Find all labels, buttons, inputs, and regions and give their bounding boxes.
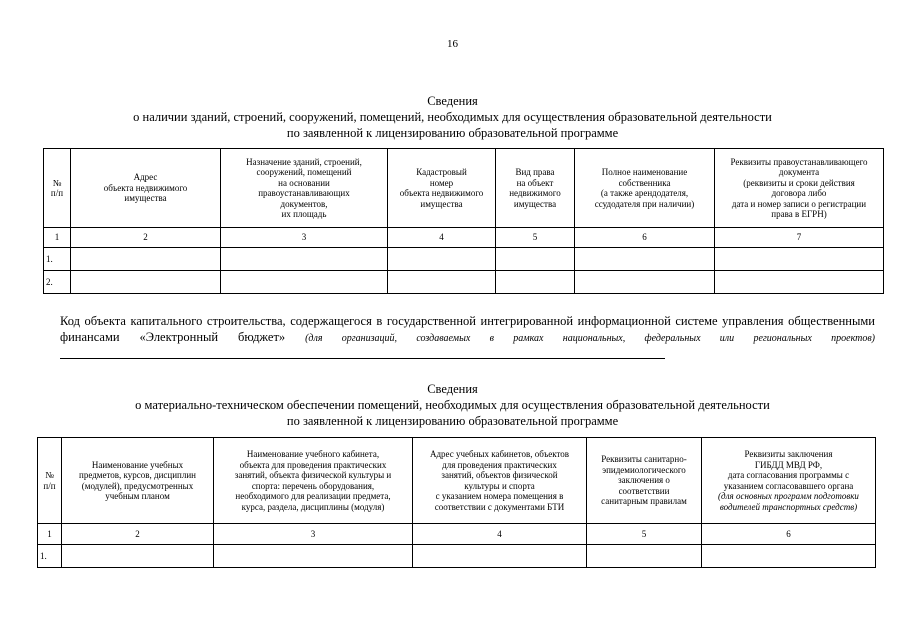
table-cell[interactable] <box>62 545 214 568</box>
section1-subtitle: о наличии зданий, строений, сооружений, помещений, необходимых для осуществления образовательной деятельности <box>133 110 772 124</box>
header-document: Реквизиты правоустанавливающего документа (реквизиты и сроки действия договора либо дата и номер записи о регистрации права в ЕГРН) <box>715 149 884 228</box>
table-cell[interactable] <box>702 545 876 568</box>
capital-object-code <box>60 313 875 363</box>
column-number: 4 <box>388 228 496 248</box>
header-purpose: Назначение зданий, строений, сооружений, помещений на основании правоустанавливающих документов, их площадь <box>221 149 388 228</box>
table-cell[interactable] <box>388 271 496 294</box>
header-gibdd-note: (для основных программ подготовки водителей транспортных средств) <box>718 491 859 512</box>
header-owner: Полное наименование собственника (а также арендодателя, ссудодателя при наличии) <box>575 149 715 228</box>
table-row <box>44 271 884 294</box>
column-number: 2 <box>71 228 221 248</box>
table-cell[interactable] <box>575 271 715 294</box>
column-number: 4 <box>413 524 587 545</box>
table-row <box>38 545 876 568</box>
table-cell[interactable] <box>413 545 587 568</box>
header-gibdd-text: Реквизиты заключения ГИБДД МВД РФ, дата согласования программы с указанием согласовавшего органа <box>723 449 854 491</box>
buildings-table <box>43 148 884 294</box>
table-cell[interactable] <box>71 271 221 294</box>
header-address: Адрес объекта недвижимого имущества <box>71 149 221 228</box>
table-cell[interactable] <box>715 248 884 271</box>
table-cell[interactable] <box>575 248 715 271</box>
table-cell[interactable] <box>221 248 388 271</box>
header-cabinet: Наименование учебного кабинета, объекта для проведения практических занятий, объекта физической культуры и спорта: перечень оборудования, необходимого для реализации предмета, курса, раздела, дисциплины (модуля) <box>214 438 413 524</box>
capital-object-code-note: (для организаций, создаваемых в рамках национальных, федеральных или региональных проектов) <box>305 333 876 344</box>
table-cell[interactable] <box>221 271 388 294</box>
column-number: 6 <box>702 524 876 545</box>
column-number: 3 <box>214 524 413 545</box>
table-cell[interactable] <box>496 248 575 271</box>
row-number: 1. <box>44 248 71 271</box>
code-fill-line[interactable] <box>60 350 665 359</box>
header-num: № п/п <box>38 438 62 524</box>
table-cell[interactable] <box>587 545 702 568</box>
column-number: 7 <box>715 228 884 248</box>
header-num: № п/п <box>44 149 71 228</box>
header-cabinet-address: Адрес учебных кабинетов, объектов для проведения практических занятий, объектов физической культуры и спорта с указанием номера помещения в соответствии с документами БТИ <box>413 438 587 524</box>
section1-subtitle-2: по заявленной к лицензированию образовательной программе <box>286 126 619 140</box>
column-number: 2 <box>62 524 214 545</box>
column-number: 5 <box>496 228 575 248</box>
table-cell[interactable] <box>496 271 575 294</box>
header-cadastral: Кадастровый номер объекта недвижимого имущества <box>388 149 496 228</box>
header-gibdd <box>702 438 876 524</box>
equipment-table <box>37 437 876 568</box>
section2-title: Сведения <box>427 382 478 396</box>
table-cell[interactable] <box>214 545 413 568</box>
row-number: 1. <box>38 545 62 568</box>
table-cell[interactable] <box>388 248 496 271</box>
table-cell[interactable] <box>715 271 884 294</box>
column-number: 1 <box>38 524 62 545</box>
table-cell[interactable] <box>71 248 221 271</box>
column-number: 6 <box>575 228 715 248</box>
section1-title: Сведения <box>427 94 478 108</box>
header-sanitary: Реквизиты санитарно- эпидемиологического заключения о соответствии санитарным правилам <box>587 438 702 524</box>
column-number: 3 <box>221 228 388 248</box>
column-number: 1 <box>44 228 71 248</box>
column-number: 5 <box>587 524 702 545</box>
page-number: 16 <box>447 38 458 50</box>
row-number: 2. <box>44 271 71 294</box>
section2-subtitle-2: по заявленной к лицензированию образовательной программе <box>286 414 619 428</box>
header-right-type: Вид права на объект недвижимого имущества <box>496 149 575 228</box>
capital-object-code-text: Код объекта капитального строительства, содержащегося в государственной интегрированной информационной системе управления общественными финансами «Электронный бюджет» <box>60 314 875 344</box>
header-subjects: Наименование учебных предметов, курсов, дисциплин (модулей), предусмотренных учебным планом <box>62 438 214 524</box>
table-row <box>44 248 884 271</box>
section2-subtitle: о материально-техническом обеспечении помещений, необходимых для осуществления образовательной деятельности <box>135 398 770 412</box>
